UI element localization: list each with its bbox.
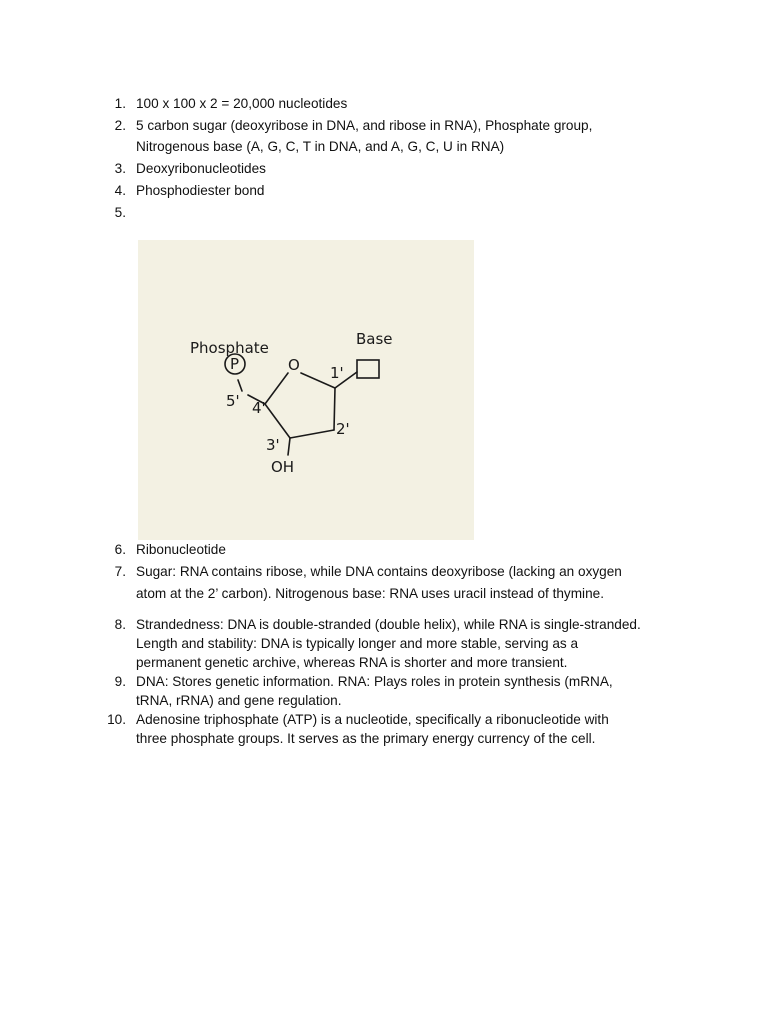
list-number: 1. (114, 96, 126, 111)
ring-bond (334, 388, 335, 430)
list-number: 9. (114, 674, 126, 689)
list-text: Adenosine triphosphate (ATP) is a nucleotide, specifically a ribonucleotide with (136, 712, 609, 727)
list-number: 4. (114, 183, 126, 198)
list-text: 5 carbon sugar (deoxyribose in DNA, and ribose in RNA), Phosphate group, (136, 118, 593, 133)
list-number: 2. (114, 118, 126, 133)
list-number: 3. (114, 161, 126, 176)
hydroxyl-label: OH (271, 458, 295, 476)
carbon-2-label: 2' (336, 420, 350, 438)
phosphate-symbol: P (230, 355, 240, 373)
list-text: DNA: Stores genetic information. RNA: Plays roles in protein synthesis (mRNA, (136, 674, 613, 689)
list-text: three phosphate groups. It serves as the primary energy currency of the cell. (136, 731, 596, 746)
ring-oxygen-label: O (288, 356, 300, 374)
carbon-1-label: 1' (330, 364, 344, 382)
nucleotide-sketch-svg (138, 240, 474, 540)
phosphate-label: Phosphate (190, 339, 269, 357)
list-text: Nitrogenous base (A, G, C, T in DNA, and A, G, C, U in RNA) (136, 139, 505, 154)
carbon-5-label: 5' (226, 392, 240, 410)
base-label: Base (356, 330, 393, 348)
list-text: Phosphodiester bond (136, 183, 265, 198)
list-text: atom at the 2’ carbon). Nitrogenous base: RNA uses uracil instead of thymine. (136, 586, 604, 601)
carbon-4-label: 4' (252, 399, 266, 417)
list-text: Length and stability: DNA is typically longer and more stable, serving as a (136, 636, 579, 651)
carbon-3-label: 3' (266, 436, 280, 454)
list-text: Strandedness: DNA is double-stranded (double helix), while RNA is single-stranded. (136, 617, 641, 632)
list-text: permanent genetic archive, whereas RNA is shorter and more transient. (136, 655, 568, 670)
list-number: 7. (114, 564, 126, 579)
ring-bond (265, 404, 290, 438)
list-text: Deoxyribonucleotides (136, 161, 266, 176)
list-text: tRNA, rRNA) and gene regulation. (136, 693, 342, 708)
base-square-icon (357, 360, 379, 378)
list-number: 5. (114, 205, 126, 220)
list-number: 10. (107, 712, 126, 727)
ring-bond (265, 373, 288, 404)
ring-bond (290, 430, 334, 438)
list-number: 8. (114, 617, 126, 632)
nucleotide-sketch (138, 240, 474, 540)
list-text: Sugar: RNA contains ribose, while DNA contains deoxyribose (lacking an oxygen (136, 564, 622, 579)
list-text: 100 x 100 x 2 = 20,000 nucleotides (136, 96, 348, 111)
list-text: Ribonucleotide (136, 542, 226, 557)
oh-bond (288, 438, 290, 455)
c5-bond (238, 380, 242, 391)
list-number: 6. (114, 542, 126, 557)
